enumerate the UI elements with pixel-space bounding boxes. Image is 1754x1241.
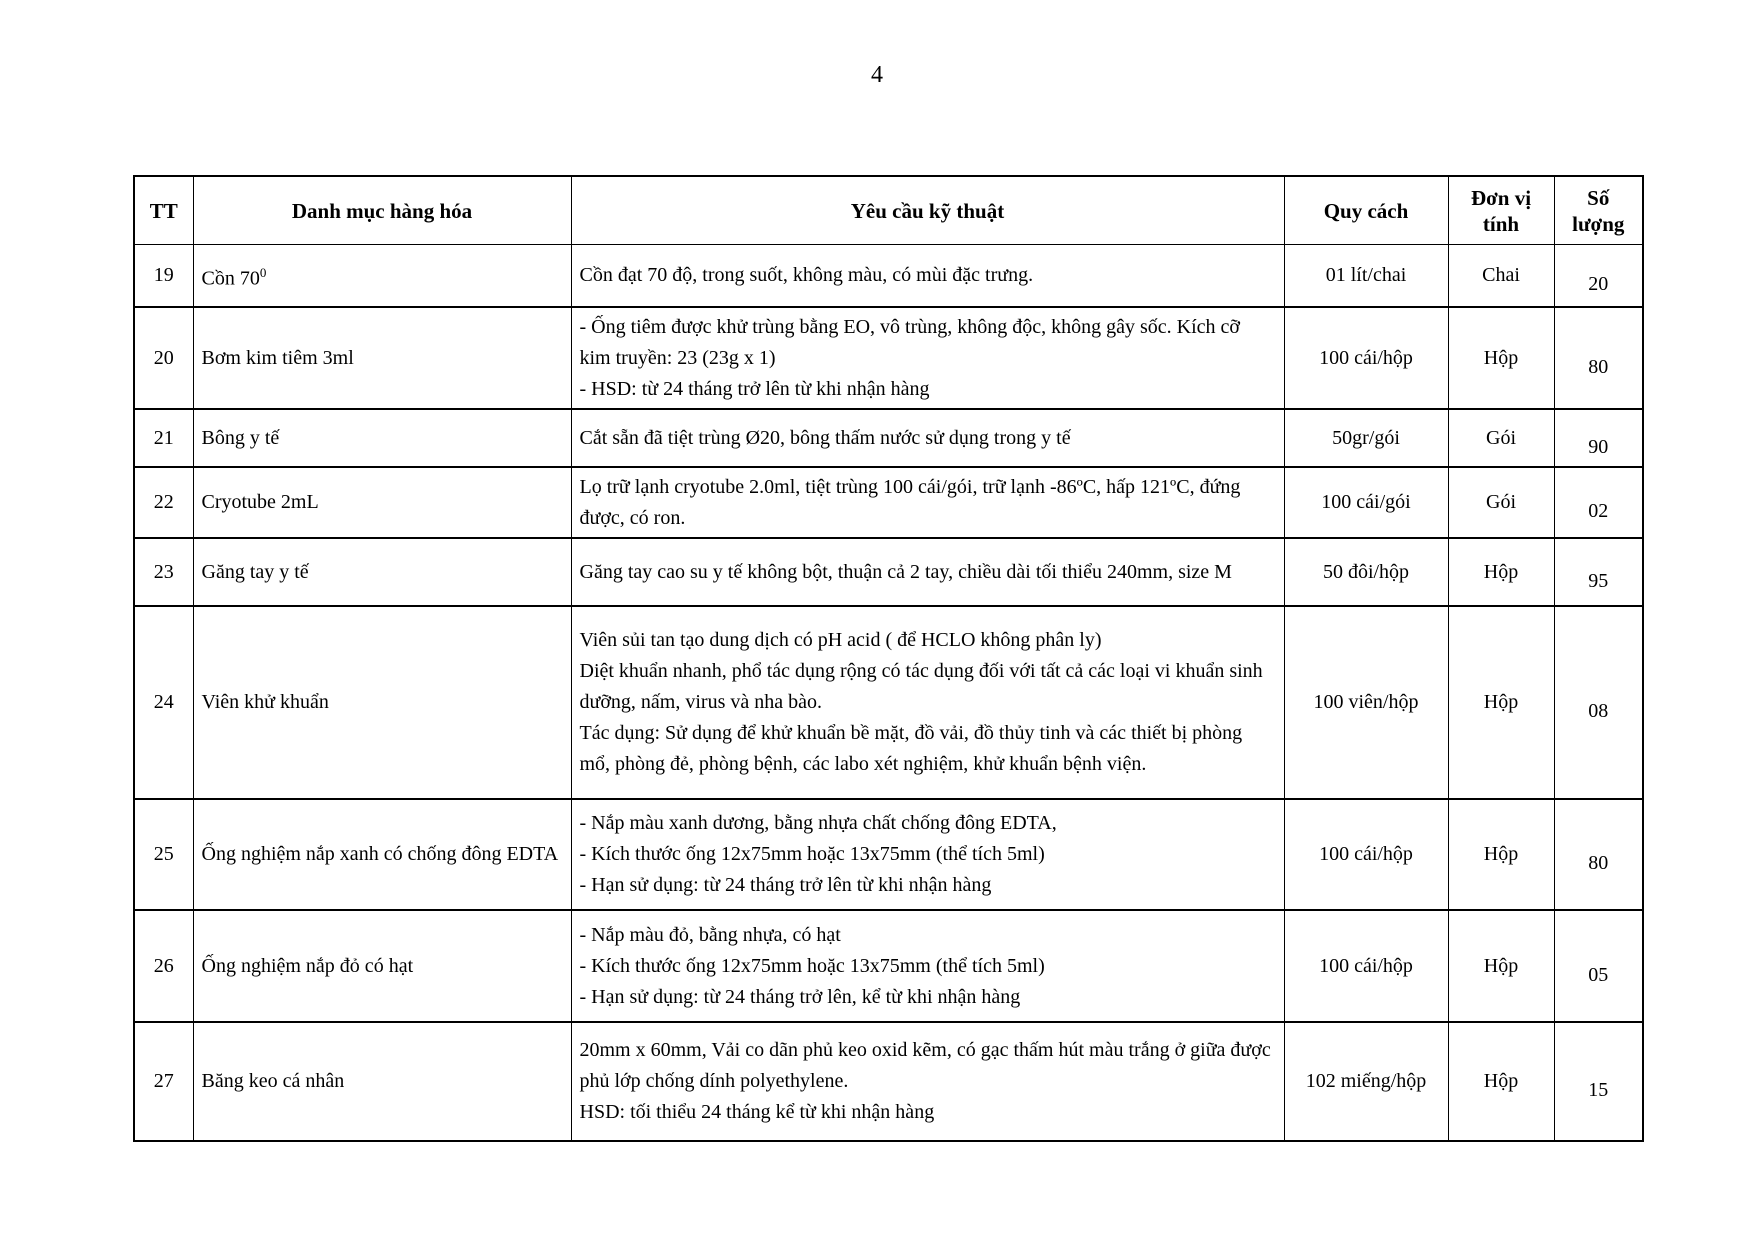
qty-value: 80 — [1588, 852, 1609, 874]
row-unit: Hộp — [1448, 307, 1554, 409]
table-row — [134, 799, 1643, 910]
row-qty — [1554, 409, 1643, 467]
req-line: Găng tay cao su y tế không bột, thuận cả 2 tay, chiều dài tối thiểu 240mm, size M — [579, 560, 1232, 583]
req-line: - Ống tiêm được khử trùng bằng EO, vô trùng, không độc, không gây sốc. Kích cỡ kim truyền: 23 (23g x 1) — [579, 315, 1240, 369]
row-spec: 100 cái/gói — [1284, 467, 1448, 538]
row-name — [193, 245, 571, 308]
row-spec: 100 cái/hộp — [1284, 799, 1448, 910]
row-unit: Hộp — [1448, 606, 1554, 799]
req-line: Cắt sẵn đã tiệt trùng Ø20, bông thấm nước sử dụng trong y tế — [579, 426, 1071, 449]
row-spec: 01 lít/chai — [1284, 245, 1448, 308]
table-row — [134, 307, 1643, 409]
row-qty — [1554, 538, 1643, 606]
header-name: Danh mục hàng hóa — [193, 176, 571, 245]
qty-value: 15 — [1588, 1079, 1609, 1101]
row-spec: 50gr/gói — [1284, 409, 1448, 467]
header-spec: Quy cách — [1284, 176, 1448, 245]
row-name: Bơm kim tiêm 3ml — [193, 307, 571, 409]
req-line: - Hạn sử dụng: từ 24 tháng trở lên, kể từ khi nhận hàng — [579, 985, 1021, 1008]
row-qty — [1554, 1022, 1643, 1141]
row-unit: Gói — [1448, 467, 1554, 538]
row-req — [571, 1022, 1284, 1141]
qty-value: 20 — [1588, 273, 1609, 295]
table-row — [134, 467, 1643, 538]
req-line: Tác dụng: Sử dụng để khử khuẩn bề mặt, đồ vải, đồ thủy tinh và các thiết bị phòng mổ, phòng đẻ, phòng bệnh, các labo xét nghiệm, khử khuẩn bệnh viện. — [579, 722, 1243, 775]
row-unit: Gói — [1448, 409, 1554, 467]
row-name: Cryotube 2mL — [193, 467, 571, 538]
row-spec: 100 cái/hộp — [1284, 307, 1448, 409]
row-unit: Chai — [1448, 245, 1554, 308]
row-req — [571, 538, 1284, 606]
row-tt: 21 — [134, 409, 193, 467]
header-tt: TT — [134, 176, 193, 245]
header-req: Yêu cầu kỹ thuật — [571, 176, 1284, 245]
row-name: Viên khử khuẩn — [193, 606, 571, 799]
row-unit: Hộp — [1448, 1022, 1554, 1141]
qty-value: 90 — [1588, 435, 1609, 458]
row-tt: 25 — [134, 799, 193, 910]
table-row — [134, 1022, 1643, 1141]
row-tt: 22 — [134, 467, 193, 538]
row-tt: 24 — [134, 606, 193, 799]
row-name: Ống nghiệm nắp đỏ có hạt — [193, 910, 571, 1022]
row-qty — [1554, 606, 1643, 799]
row-tt: 20 — [134, 307, 193, 409]
qty-value: 80 — [1588, 355, 1609, 378]
req-line: Viên sủi tan tạo dung dịch có pH acid ( để HCLO không phân ly) — [579, 629, 1102, 651]
row-spec: 100 cái/hộp — [1284, 910, 1448, 1022]
row-tt: 19 — [134, 245, 193, 308]
table-row — [134, 245, 1643, 308]
row-spec: 50 đôi/hộp — [1284, 538, 1448, 606]
row-spec: 100 viên/hộp — [1284, 606, 1448, 799]
req-line: - Kích thước ống 12x75mm hoặc 13x75mm (thể tích 5ml) — [579, 843, 1045, 865]
req-line: 20mm x 60mm, Vải co dãn phủ keo oxid kẽm, có gạc thấm hút màu trắng ở giữa được phủ lớp chống dính polyethylene. — [579, 1039, 1271, 1092]
req-line: Lọ trữ lạnh cryotube 2.0ml, tiệt trùng 100 cái/gói, trữ lạnh -86ºC, hấp 121ºC, đứng được, có ron. — [579, 475, 1241, 529]
row-req — [571, 409, 1284, 467]
qty-value: 08 — [1588, 700, 1609, 722]
header-row — [134, 176, 1643, 245]
supplies-table — [133, 175, 1644, 1142]
row-qty — [1554, 245, 1643, 308]
req-line: - Kích thước ống 12x75mm hoặc 13x75mm (thể tích 5ml) — [579, 954, 1045, 977]
row-name: Găng tay y tế — [193, 538, 571, 606]
row-tt: 26 — [134, 910, 193, 1022]
row-qty — [1554, 799, 1643, 910]
table-row — [134, 538, 1643, 606]
req-line: HSD: tối thiểu 24 tháng kể từ khi nhận hàng — [579, 1101, 935, 1123]
table-row — [134, 910, 1643, 1022]
row-name: Ống nghiệm nắp xanh có chống đông EDTA — [193, 799, 571, 910]
req-line: - Hạn sử dụng: từ 24 tháng trở lên từ khi nhận hàng — [579, 874, 992, 896]
row-req — [571, 799, 1284, 910]
row-qty — [1554, 307, 1643, 409]
row-req — [571, 606, 1284, 799]
qty-value: 05 — [1588, 963, 1609, 986]
req-line: - Nắp màu đỏ, bằng nhựa, có hạt — [579, 923, 841, 946]
req-line: Cồn đạt 70 độ, trong suốt, không màu, có mùi đặc trưng. — [579, 264, 1034, 286]
req-line: - Nắp màu xanh dương, bằng nhựa chất chống đông EDTA, — [579, 812, 1057, 834]
row-name: Băng keo cá nhân — [193, 1022, 571, 1141]
page-number: 4 — [871, 62, 883, 88]
req-line: Diệt khuẩn nhanh, phổ tác dụng rộng có tác dụng đối với tất cả các loại vi khuẩn sinh dưỡng, nấm, virus và nha bào. — [579, 660, 1263, 713]
row-req — [571, 910, 1284, 1022]
row-tt: 27 — [134, 1022, 193, 1141]
qty-value: 02 — [1588, 500, 1609, 522]
row-qty — [1554, 910, 1643, 1022]
row-unit: Hộp — [1448, 538, 1554, 606]
row-qty — [1554, 467, 1643, 538]
req-line: - HSD: từ 24 tháng trở lên từ khi nhận hàng — [579, 377, 930, 400]
row-spec: 102 miếng/hộp — [1284, 1022, 1448, 1141]
header-unit: Đơn vị tính — [1448, 176, 1554, 245]
row-req — [571, 245, 1284, 308]
row-unit: Hộp — [1448, 799, 1554, 910]
header-qty: Số lượng — [1554, 176, 1643, 245]
item-name-superscript: 0 — [259, 264, 267, 280]
row-tt: 23 — [134, 538, 193, 606]
table-row — [134, 606, 1643, 799]
row-unit: Hộp — [1448, 910, 1554, 1022]
table-row — [134, 409, 1643, 467]
qty-value: 95 — [1588, 569, 1609, 592]
item-name: Cồn 70 — [201, 267, 260, 290]
row-req — [571, 467, 1284, 538]
row-req — [571, 307, 1284, 409]
row-name: Bông y tế — [193, 409, 571, 467]
